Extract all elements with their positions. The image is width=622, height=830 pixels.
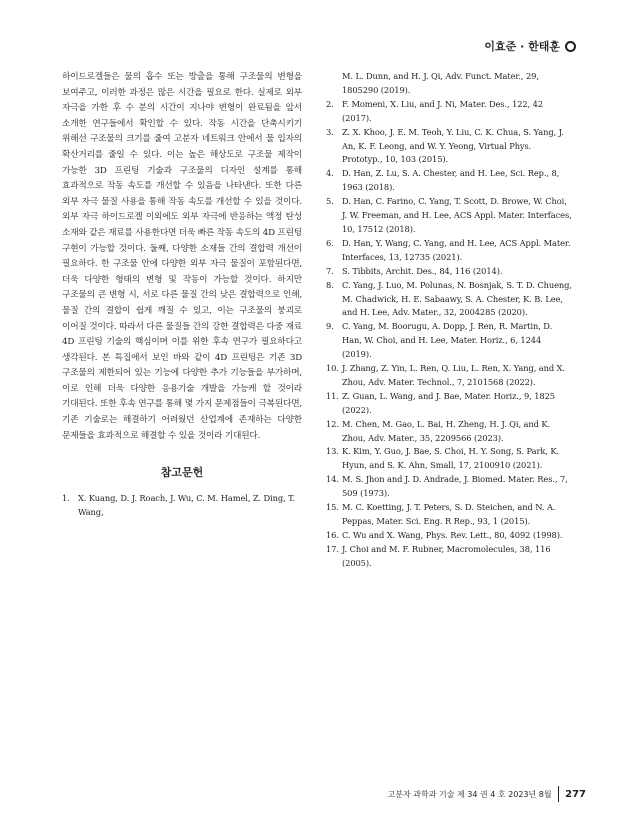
reference-item xyxy=(326,237,572,265)
reference-number: 9. xyxy=(326,321,334,332)
reference-item xyxy=(326,320,572,362)
page-header xyxy=(484,38,576,54)
reference-text: C. Wu and X. Wang, Phys. Rev. Lett., 80, 4092 (1998). xyxy=(342,529,563,540)
reference-item xyxy=(326,501,572,529)
reference-text: C. Yang, J. Luo, M. Polunas, N. Bosnjak, S. T. D. Chueng, M. Chadwick, H. E. Sabaawy, S. A. Chester, K. B. Lee, and H. Lee, Adv. Mater., 32, 2004285 (2020). xyxy=(342,279,572,318)
reference-item xyxy=(326,126,572,168)
reference-number: 12. xyxy=(326,418,339,429)
reference-text: M. Chen, M. Gao, L. Bai, H. Zheng, H. J. Qi, and K. Zhou, Adv. Mater., 35, 2209566 (2023). xyxy=(342,418,550,443)
reference-number: 5. xyxy=(326,196,334,207)
reference-text: C. Yang, M. Boorugu, A. Dopp, J. Ren, R. Martin, D. Han, W. Choi, and H. Lee, Mater. Horiz., 6, 1244 (2019). xyxy=(342,321,553,360)
reference-text: D. Han, Y. Wang, C. Yang, and H. Lee, ACS Appl. Mater. Interfaces, 13, 12735 (2021). xyxy=(342,237,571,262)
reference-item xyxy=(326,418,572,446)
reference-text: Z. X. Khoo, J. E. M. Teoh, Y. Liu, C. K. Chua, S. Yang, J. An, K. F. Leong, and W. Y. Yeong, Virtual Phys. Prototyp., 10, 103 (2015). xyxy=(342,126,564,165)
reference-item xyxy=(326,195,572,237)
reference-item xyxy=(326,279,572,321)
reference-item xyxy=(326,543,572,571)
body-paragraph: 하이드로겔들은 물의 흡수 또는 방출을 통해 구조물의 변형을 보여주고, 이러한 과정은 많은 시간을 필요로 한다. 실제로 외부 자극을 가한 후 수 분의 시간이 지나야 변형이 완료됨을 앞서 소개한 연구들에서 확인할 수 있다. 작동 시간을 단축시키기 위해선 구조물의 크기를 줄여 고분자 네트워크 안에서 물 입자의 확산거리를 줄일 수 있다. 이는 높은 해상도로 구조물 제작이 가능한 3D 프린팅 기술과 구조물의 디자인 설계를 통해 효과적으로 작동 속도를 개선할 수 있음을 나타낸다. 또한 다른 외부 자극 물질 사용을 통해 작동 속도를 개선할 수 있을 것이다. 외부 자극 하이드로겔 이외에도 외부 자극에 반응하는 액정 탄성 소재와 같은 재료를 사용한다면 더욱 빠른 작동 속도의 4D 프린팅 구현이 가능할 것이다. 둘째, 다양한 소재들 간의 결합력 개선이 필요하다. 한 구조물 안에 다양한 외부 자극 물질이 포함된다면, 더욱 다양한 형태의 변형 및 작동이 가능할 것이다. 하지만 구조물의 큰 변형 시, 서로 다른 물질 간의 낮은 결합력으로 인해, 물질 간의 결합이 쉽게 깨질 수 있고, 이는 구조물의 붕괴로 이어질 것이다. 따라서 다른 물질들 간의 강한 결합력은 다중 재료 4D 프린팅 기술의 핵심이며 이를 위한 후속 연구가 필요하다고 생각된다. 본 특집에서 보인 바와 같이 4D 프린팅은 기존 3D 구조물의 제한되어 있는 기능에 다양한 추가 기능들을 부가하며, 이로 인해 더욱 다양한 응용기술 개발을 가능케 할 것이라 기대된다. 또한 후속 연구를 통해 몇 가지 문제점들이 극복된다면, 기존 기술로는 해결하기 어려웠던 산업계에 존재하는 다양한 문제들을 효과적으로 해결할 수 있을 것이라 기대된다. xyxy=(62,72,302,441)
reference-item xyxy=(326,529,572,543)
header-authors: 이효준 · 한태훈 xyxy=(484,40,560,53)
reference-item xyxy=(326,390,572,418)
reference-number: 11. xyxy=(326,390,339,401)
reference-number: 17. xyxy=(326,543,339,554)
reference-text: K. Kim, Y. Guo, J. Bae, S. Choi, H. Y. Song, S. Park, K. Hyun, and S. K. Ahn, Small, 17, 2100910 (2021). xyxy=(342,446,559,471)
right-column xyxy=(326,70,572,571)
page-number: 277 xyxy=(565,788,586,800)
reference-number: 1. xyxy=(62,493,70,504)
reference-text: J. Zhang, Z. Yin, L. Ren, Q. Liu, L. Ren, X. Yang, and X. Zhou, Adv. Mater. Technol., 7, 2101568 (2022). xyxy=(342,363,565,387)
reference-text: D. Han, Z. Lu, S. A. Chester, and H. Lee, Sci. Rep., 8, 1963 (2018). xyxy=(342,168,560,193)
reference-number: 15. xyxy=(326,502,339,513)
reference-text: Z. Guan, L. Wang, and J. Bae, Mater. Horiz., 9, 1825 (2022). xyxy=(342,390,555,415)
reference-item xyxy=(326,473,572,501)
reference-number: 4. xyxy=(326,168,334,179)
references-list-right xyxy=(326,70,572,571)
reference-item xyxy=(326,70,572,98)
reference-text: J. Choi and M. F. Rubner, Macromolecules, 38, 116 (2005). xyxy=(342,543,551,568)
reference-item xyxy=(62,492,302,520)
reference-number: 2. xyxy=(326,98,334,109)
reference-number: 10. xyxy=(326,363,339,374)
reference-number: 3. xyxy=(326,126,334,137)
reference-text: F. Momeni, X. Liu, and J. Ni, Mater. Des., 122, 42 (2017). xyxy=(342,98,544,123)
reference-text: M. C. Koetting, J. T. Peters, S. D. Steichen, and N. A. Peppas, Mater. Sci. Eng. R Rep., 93, 1 (2015). xyxy=(342,502,556,526)
reference-number: 16. xyxy=(326,529,339,540)
reference-item xyxy=(326,98,572,126)
reference-text: S. Tibbits, Archit. Des., 84, 116 (2014). xyxy=(342,265,503,276)
reference-number: 13. xyxy=(326,446,339,457)
footer-journal-info: 고분자 과학과 기술 제 34 권 4 호 2023년 8월 xyxy=(387,789,552,799)
circle-mark-icon xyxy=(565,41,576,52)
reference-text: M. L. Dunn, and H. J. Qi, Adv. Funct. Mater., 29, 1805290 (2019). xyxy=(342,71,539,95)
reference-text: D. Han, C. Farino, C. Yang, T. Scott, D. Browe, W. Choi, J. W. Freeman, and H. Lee, ACS Appl. Mater. Interfaces, 10, 17512 (2018). xyxy=(342,196,572,234)
reference-item xyxy=(326,362,572,390)
page-footer xyxy=(388,786,586,802)
references-list-left xyxy=(62,492,302,520)
reference-text: X. Kuang, D. J. Roach, J. Wu, C. M. Hamel, Z. Ding, T. Wang, xyxy=(78,493,295,518)
reference-item xyxy=(326,265,572,279)
reference-number: 7. xyxy=(326,265,334,276)
left-column xyxy=(62,70,302,520)
reference-item xyxy=(326,445,572,473)
footer-divider xyxy=(558,786,560,802)
references-heading: 참고문헌 xyxy=(160,466,204,480)
reference-number: 14. xyxy=(326,474,339,485)
reference-text: M. S. Jhon and J. D. Andrade, J. Biomed. Mater. Res., 7, 509 (1973). xyxy=(342,474,568,499)
reference-item xyxy=(326,167,572,195)
reference-number: 6. xyxy=(326,237,334,248)
reference-number: 8. xyxy=(326,279,334,290)
